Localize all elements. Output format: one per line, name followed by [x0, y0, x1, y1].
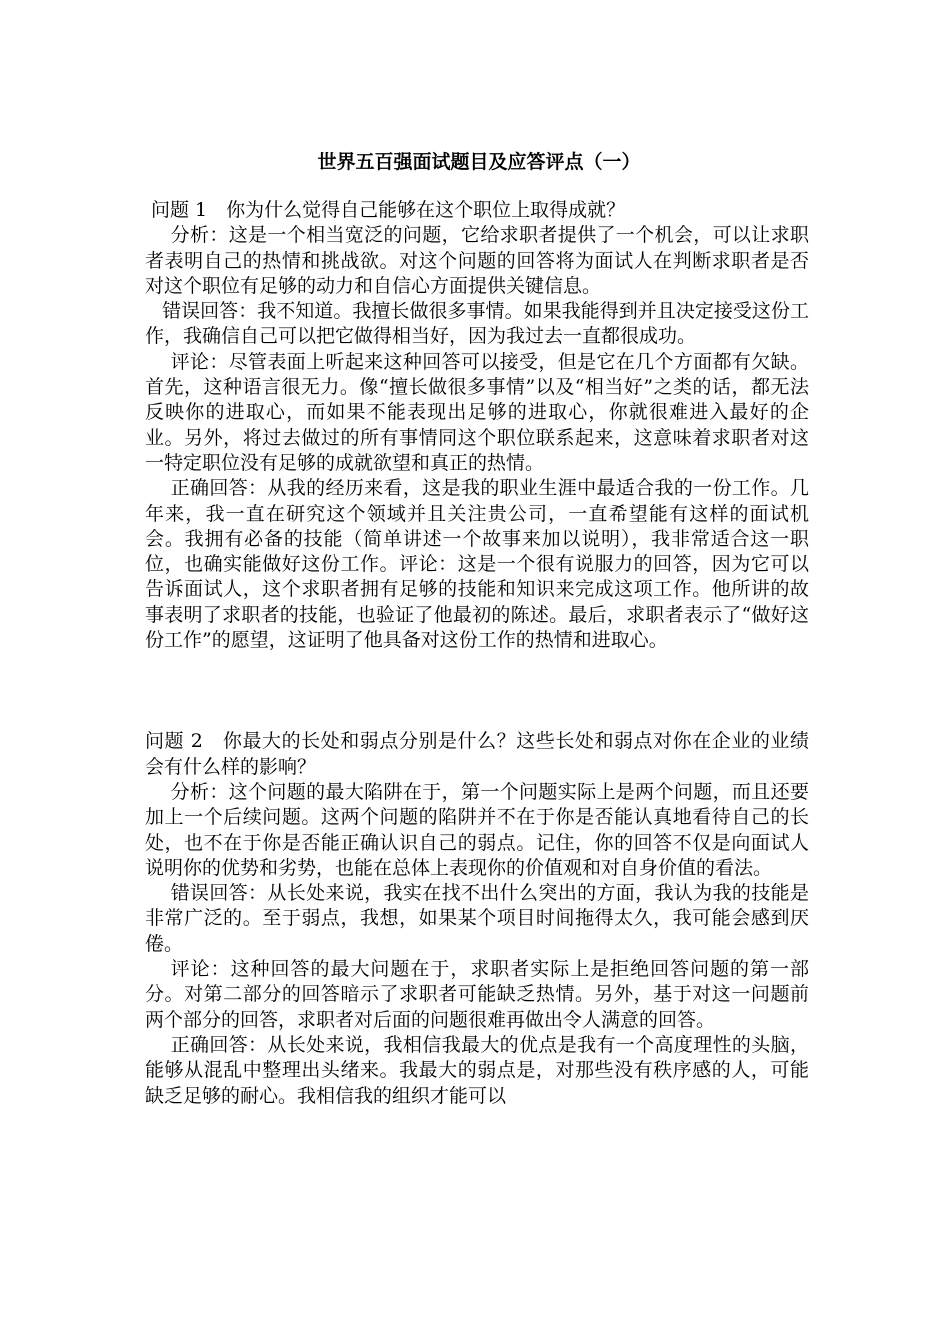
analysis-paragraph: 分析：这是一个相当宽泛的问题，它给求职者提供了一个机会，可以让求职者表明自己的热情和挑战欲。对这个问题的回答将为面试人在判断求职者是否对这个职位有足够的动力和自信心方面提供关键信息。 [145, 224, 809, 297]
question-heading: 问题 2 你最大的长处和弱点分别是什么？这些长处和弱点对你在企业的业绩会有什么样的影响？ [145, 730, 809, 778]
wrong-answer-paragraph: 错误回答：我不知道。我擅长做很多事情。如果我能得到并且决定接受这份工作，我确信自己可以把它做得相当好，因为我过去一直都很成功。 [145, 300, 809, 348]
document-title: 世界五百强面试题目及应答评点（一） [317, 151, 641, 173]
comment-paragraph: 评论：这种回答的最大问题在于，求职者实际上是拒绝回答问题的第一部分。对第二部分的回答暗示了求职者可能缺乏热情。另外，基于对这一问题前两个部分的回答，求职者对后面的问题很难再做出令人满意的回答。 [145, 958, 809, 1031]
correct-answer-paragraph: 正确回答：从我的经历来看，这是我的职业生涯中最适合我的一份工作。几年来，我一直在研究这个领域并且关注贵公司，一直希望能有这样的面试机会。我拥有必备的技能（简单讲述一个故事来加以说明），我非常适合这一职位，也确实能做好这份工作。评论：这是一个很有说服力的回答，因为它可以告诉面试人，这个求职者拥有足够的技能和知识来完成这项工作。他所讲的故事表明了求职者的技能，也验证了他最初的陈述。最后，求职者表示了“做好这份工作”的愿望，这证明了他具备对这份工作的热情和进取心。 [145, 477, 809, 652]
comment-paragraph: 评论：尽管表面上听起来这种回答可以接受，但是它在几个方面都有欠缺。首先，这种语言很无力。像“擅长做很多事情”以及“相当好”之类的话，都无法反映你的进取心，而如果不能表现出足够的进取心，你就很难进入最好的企业。另外，将过去做过的所有事情同这个职位联系起来，这意味着求职者对这一特定职位没有足够的成就欲望和真正的热情。 [145, 350, 809, 474]
section-spacer [145, 653, 809, 729]
wrong-answer-paragraph: 错误回答：从长处来说，我实在找不出什么突出的方面，我认为我的技能是非常广泛的。至于弱点，我想，如果某个项目时间拖得太久，我可能会感到厌倦。 [145, 882, 809, 955]
question-section-2 [145, 729, 809, 1108]
question-heading: 问题 1 你为什么觉得自己能够在这个职位上取得成就？ [151, 199, 626, 221]
document-page [145, 150, 809, 1109]
correct-answer-paragraph: 正确回答：从长处来说，我相信我最大的优点是我有一个高度理性的头脑，能够从混乱中整理出头绪来。我最大的弱点是，对那些没有秩序感的人，可能缺乏足够的耐心。我相信我的组织才能可以 [145, 1033, 809, 1107]
question-section-1 [145, 198, 809, 653]
analysis-paragraph: 分析：这个问题的最大陷阱在于，第一个问题实际上是两个问题，而且还要加上一个后续问题。这两个问题的陷阱并不在于你是否能认真地看待自己的长处，也不在于你是否能正确认识自己的弱点。记住，你的回答不仅是向面试人说明你的优势和劣势，也能在总体上表现你的价值观和对自身价值的看法。 [145, 780, 809, 879]
